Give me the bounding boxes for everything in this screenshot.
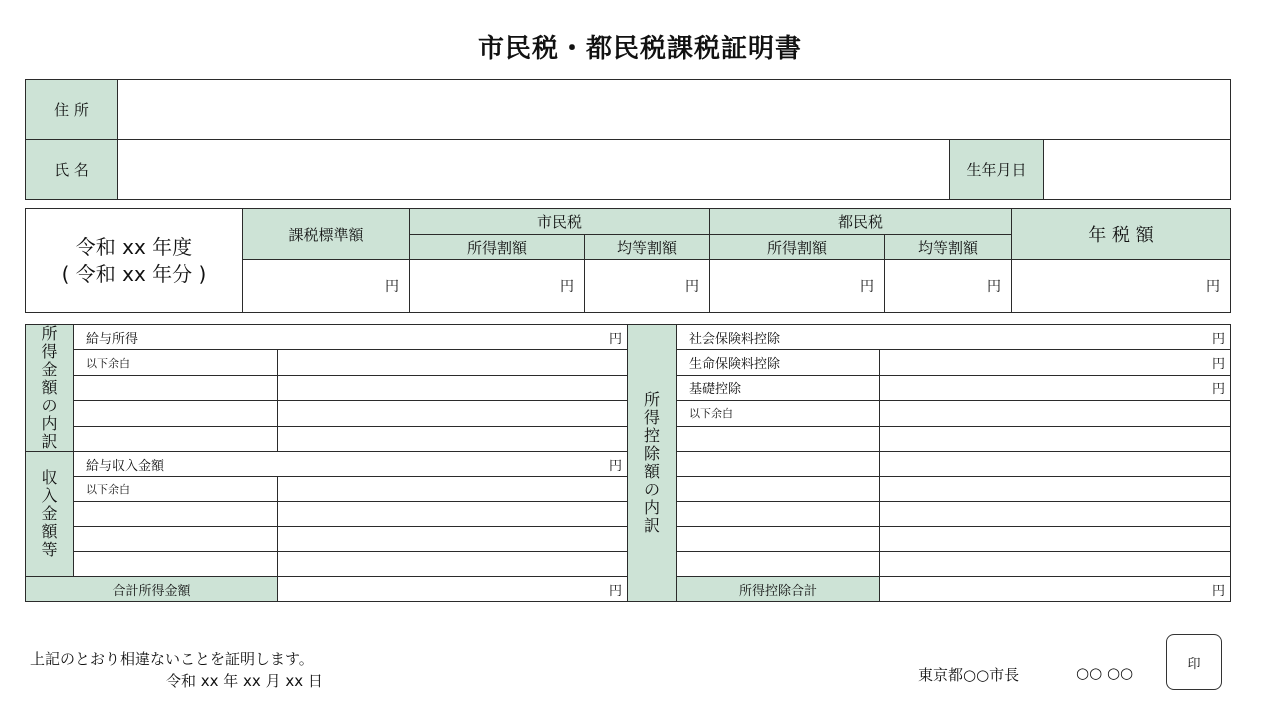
deduction-cell[interactable] [880, 527, 1231, 552]
deduction-cell[interactable] [677, 527, 880, 552]
deduction-cell[interactable] [677, 452, 880, 477]
income-cell[interactable] [74, 426, 278, 451]
income-cell[interactable] [278, 401, 628, 426]
revenue-cell[interactable] [278, 552, 628, 577]
taxable-base-header: 課税標準額 [243, 209, 410, 260]
issue-date: 令和 xx 年 xx 月 xx 日 [166, 672, 323, 690]
income-cell[interactable] [278, 350, 628, 375]
personal-info-table [25, 79, 1231, 200]
metro-tax-header: 都民税 [710, 209, 1012, 235]
blank-below-note: 以下余白 [74, 477, 278, 502]
income-cell[interactable] [74, 401, 278, 426]
salary-revenue-yen: 円 [608, 458, 622, 474]
deduction-cell[interactable] [677, 502, 880, 527]
income-detail-label: 所得金額の内訳 [26, 325, 74, 452]
name-label: 氏 名 [26, 140, 118, 200]
tax-amount-table [25, 208, 1231, 313]
deduction-cell[interactable] [880, 452, 1231, 477]
official-seal: 印 [1166, 634, 1222, 690]
revenue-label: 収入金額等 [26, 452, 74, 577]
city-tax-header: 市民税 [410, 209, 710, 235]
deduction-yen[interactable]: 円 [880, 375, 1231, 400]
deduction-cell[interactable] [677, 426, 880, 451]
revenue-cell[interactable] [74, 527, 278, 552]
income-cell[interactable] [278, 426, 628, 451]
salary-income-yen: 円 [608, 331, 622, 347]
annual-tax-value[interactable]: 円 [1012, 260, 1231, 313]
city-per-capita-value[interactable]: 円 [585, 260, 710, 313]
city-per-capita-header: 均等割額 [585, 235, 710, 260]
birthdate-field[interactable] [1044, 140, 1231, 200]
salary-income-row[interactable] [74, 325, 628, 350]
mayor-name: ○○ ○○ [1076, 664, 1134, 682]
certification-statement: 上記のとおり相違ないことを証明します。 [30, 650, 314, 668]
name-field[interactable] [118, 140, 950, 200]
deduction-cell[interactable] [880, 502, 1231, 527]
deduction-cell[interactable] [880, 426, 1231, 451]
metro-per-capita-header: 均等割額 [885, 235, 1012, 260]
income-year: ( 令和 xx 年分 ) [61, 261, 207, 286]
revenue-cell[interactable] [278, 502, 628, 527]
deduction-total-value[interactable]: 円 [880, 577, 1231, 602]
mayor-title: 東京都○○市長 [918, 666, 1020, 684]
metro-per-capita-value[interactable]: 円 [885, 260, 1012, 313]
income-cell[interactable] [74, 375, 278, 400]
annual-tax-header: 年 税 額 [1012, 209, 1231, 260]
birthdate-label: 生年月日 [950, 140, 1044, 200]
taxable-base-value[interactable]: 円 [243, 260, 410, 313]
deduction-total-label: 所得控除合計 [677, 577, 880, 602]
city-income-levy-value[interactable]: 円 [410, 260, 585, 313]
metro-income-levy-header: 所得割額 [710, 235, 885, 260]
address-label: 住 所 [26, 80, 118, 140]
income-cell[interactable] [278, 375, 628, 400]
city-income-levy-header: 所得割額 [410, 235, 585, 260]
document-title: 市民税・都民税課税証明書 [477, 34, 802, 64]
tax-year-cell [26, 209, 243, 313]
salary-revenue-row[interactable] [74, 452, 628, 477]
deduction-yen[interactable]: 円 [880, 350, 1231, 375]
salary-income-label: 給与所得 [86, 331, 139, 347]
blank-below-note: 以下余白 [677, 401, 880, 426]
revenue-cell[interactable] [74, 552, 278, 577]
deduction-label: 基礎控除 [677, 375, 880, 400]
deduction-cell[interactable] [880, 477, 1231, 502]
revenue-cell[interactable] [74, 502, 278, 527]
deduction-cell[interactable] [880, 552, 1231, 577]
deduction-cell[interactable] [677, 552, 880, 577]
deduction-cell[interactable] [880, 401, 1231, 426]
blank-below-note: 以下余白 [74, 350, 278, 375]
deduction-row[interactable] [677, 325, 1231, 350]
deduction-label: 社会保険料控除 [689, 331, 781, 347]
metro-income-levy-value[interactable]: 円 [710, 260, 885, 313]
deduction-label: 生命保険料控除 [677, 350, 880, 375]
revenue-cell[interactable] [278, 477, 628, 502]
revenue-cell[interactable] [278, 527, 628, 552]
breakdown-table [25, 324, 1231, 602]
deduction-detail-label: 所得控除額の内訳 [628, 325, 677, 602]
salary-revenue-label: 給与収入金額 [86, 458, 165, 474]
tax-year: 令和 xx 年度 [75, 234, 193, 259]
deduction-yen: 円 [1211, 331, 1225, 347]
total-income-label: 合計所得金額 [26, 577, 278, 602]
deduction-cell[interactable] [677, 477, 880, 502]
total-income-value[interactable]: 円 [278, 577, 628, 602]
address-field[interactable] [118, 80, 1231, 140]
